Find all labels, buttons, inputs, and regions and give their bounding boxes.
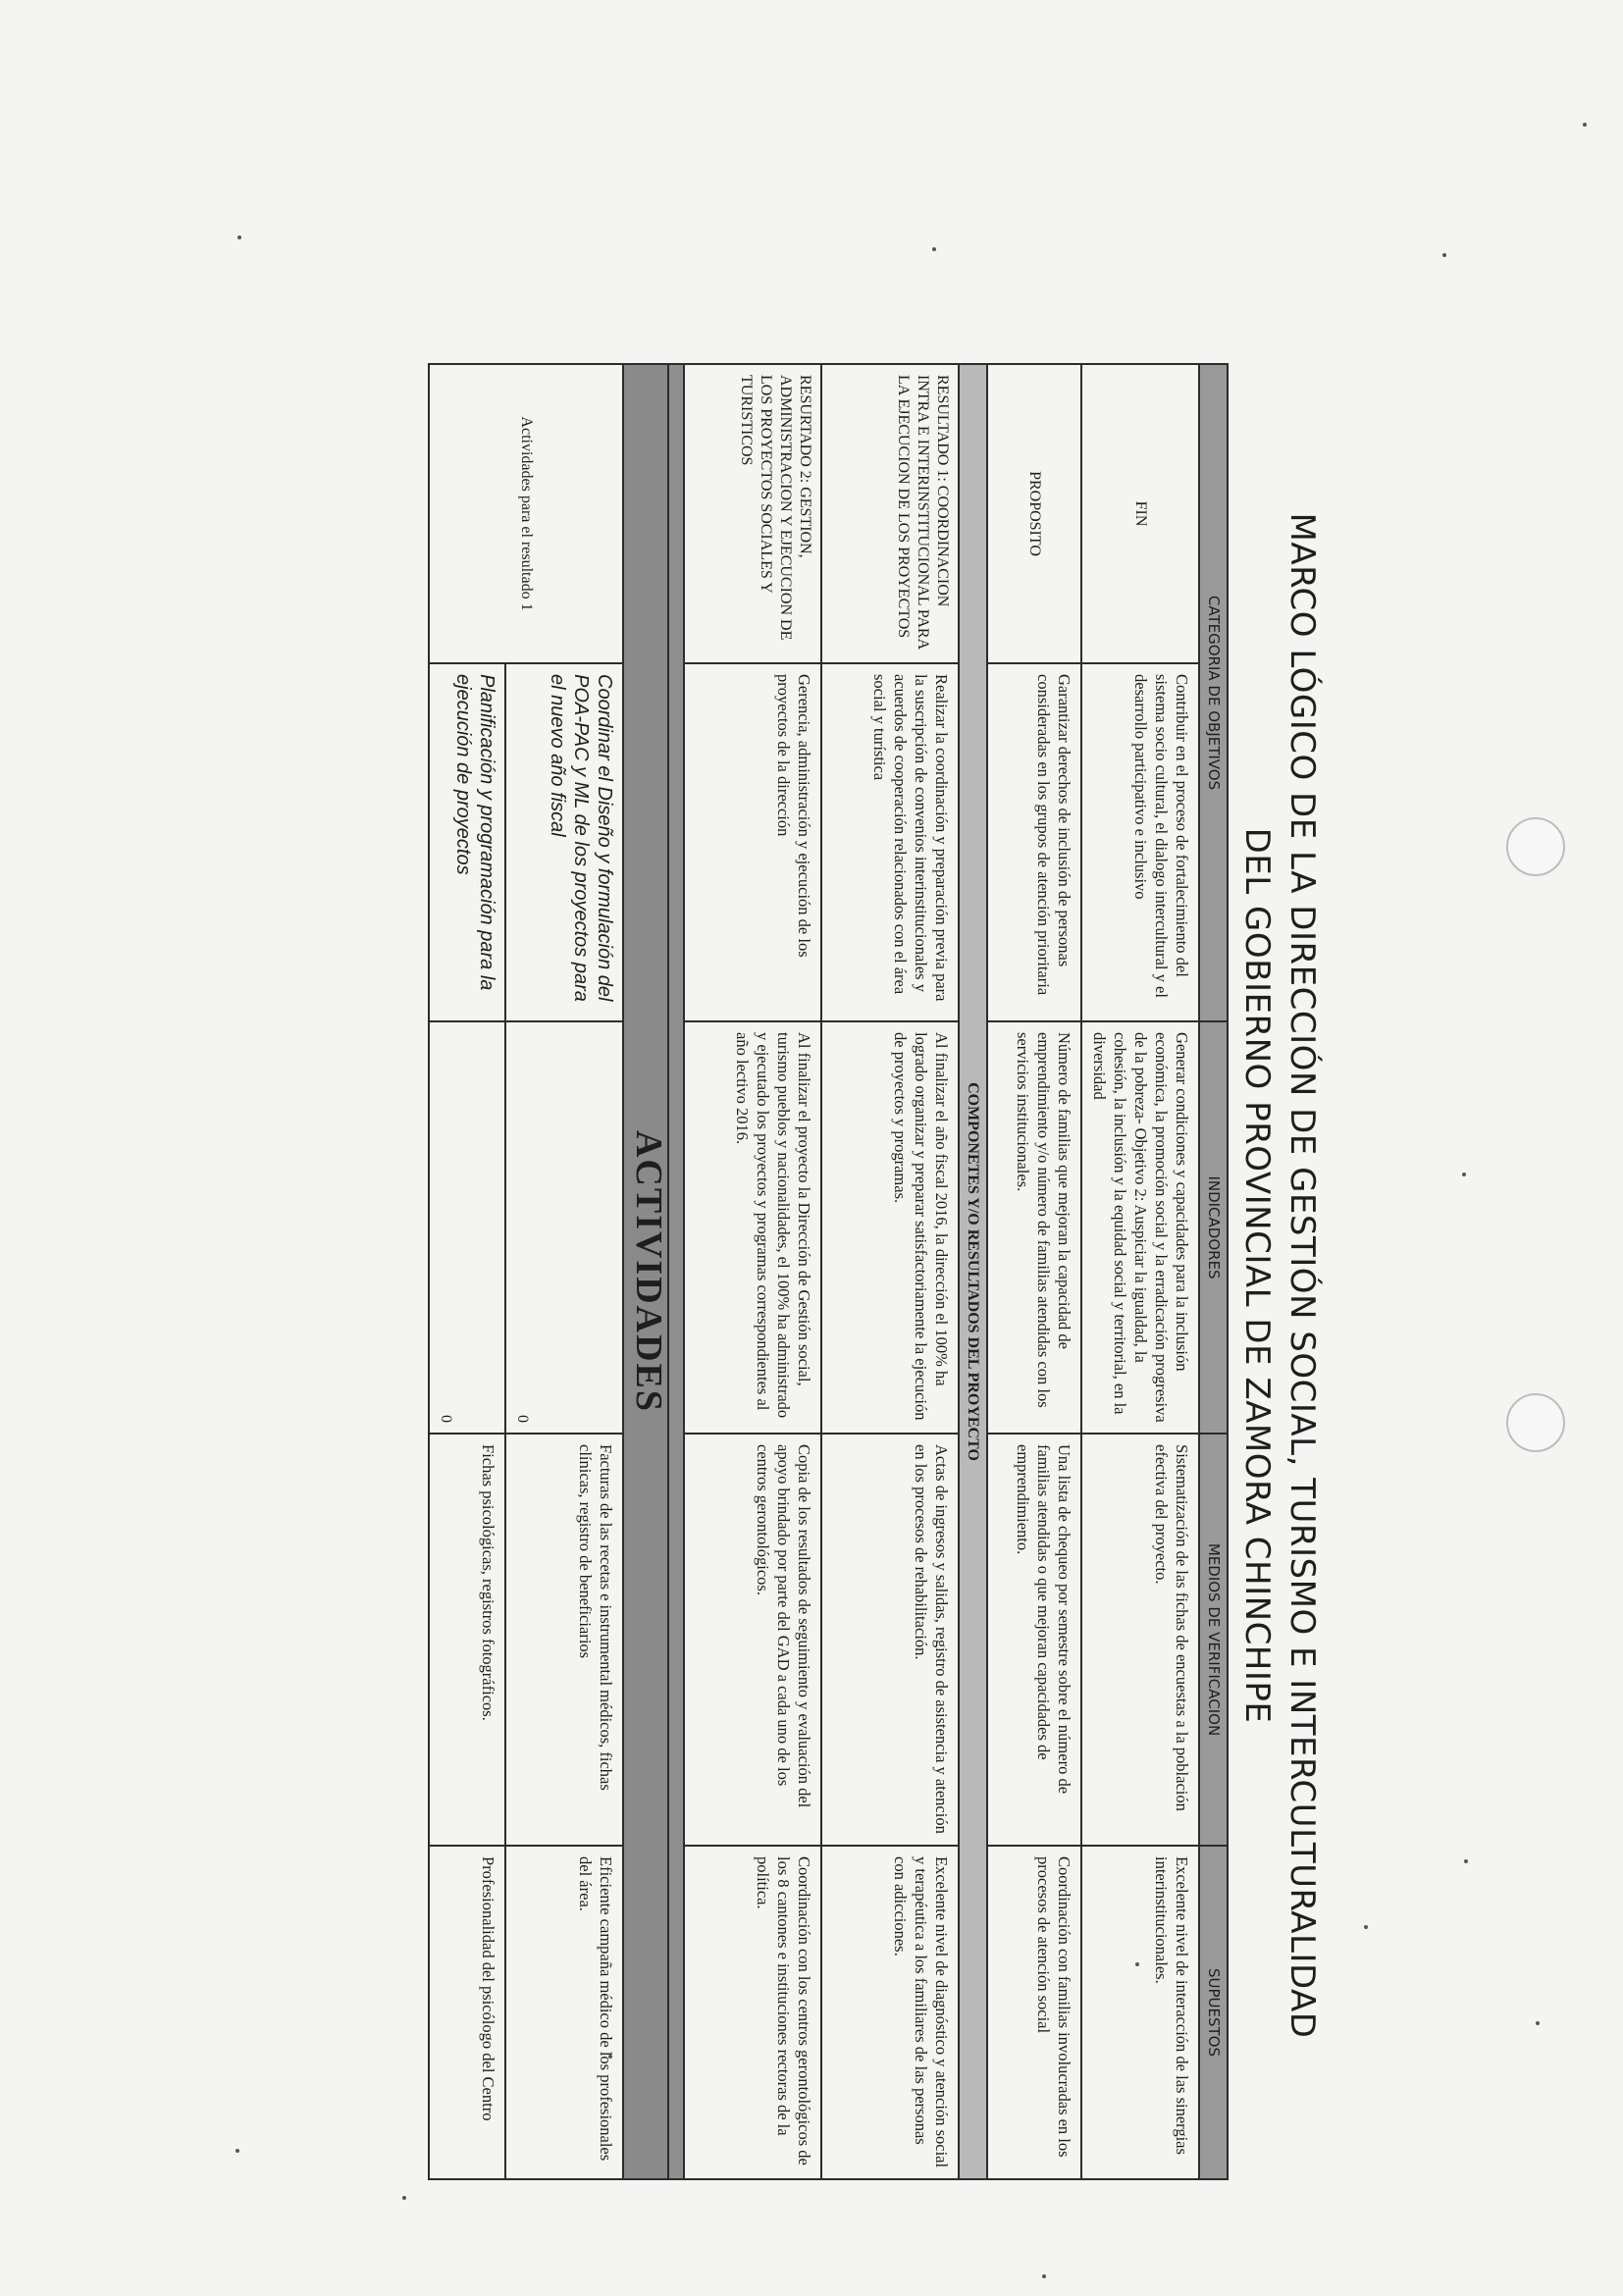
scan-speck bbox=[1583, 123, 1587, 127]
title-line-1: MARCO LÓGICO DE LA DIRECCIÓN DE GESTIÓN SOCIAL, TURISMO E INTERCULTURALIDAD bbox=[1283, 512, 1322, 2039]
scan-speck bbox=[1364, 1925, 1368, 1929]
fin-supuesto: Excelente nivel de interacción de las sinergias interinstitucionales. bbox=[1081, 1846, 1199, 2179]
scan-speck bbox=[237, 235, 241, 239]
resultado-1-label: RESULTADO 1: COORDINACION INTRA E INTERINSTITUCIONAL PARA LA EJECUCION DE LOS PROYECTOS bbox=[821, 364, 959, 663]
punch-hole bbox=[1506, 817, 1565, 876]
header-indicadores: INDICADORES bbox=[1199, 1021, 1228, 1434]
actividad-2-valor: 0 bbox=[429, 1021, 505, 1434]
proposito-label: PROPOSITO bbox=[987, 364, 1081, 663]
header-categoria: CATEGORIA DE OBJETIVOS bbox=[1199, 364, 1228, 1021]
resultado-2-label: RESURTADO 2: GESTION, ADMINISTRACION Y EJECUCION DE LOS PROYECTOS SOCIALES Y TURISTICOS bbox=[684, 364, 821, 663]
scan-speck bbox=[402, 2196, 406, 2200]
resultado-2-row bbox=[684, 364, 821, 2179]
logical-framework-table bbox=[428, 363, 1229, 2180]
header-row bbox=[1199, 364, 1228, 2179]
resultado-2-indicador: Al finalizar el proyecto la Dirección de Gestión social, turismo pueblos y nacionalidades, el 100% ha administrado y ejecutado los proyectos y programas correspondientes al año lectivo 2016. bbox=[684, 1021, 821, 1434]
actividades-group-label: Actividades para el resultado 1 bbox=[429, 364, 623, 663]
resultado-1-indicador: Al finalizar el año fiscal 2016, la dirección el 100% ha logrado organizar y preparar satisfactoriamente la ejecución de proyectos y programas. bbox=[821, 1021, 959, 1434]
resultado-2-objetivo: Gerencia, administración y ejecución de los proyectos de la dirección bbox=[684, 663, 821, 1021]
resultado-1-medio: Actas de ingresos y salidas, registro de asistencia y atención en los procesos de rehabilitación. bbox=[821, 1434, 959, 1846]
scan-speck bbox=[1464, 1859, 1468, 1863]
actividad-2-text: Planificación y programación para la ejecución de proyectos bbox=[429, 663, 505, 1021]
document-title bbox=[1234, 363, 1325, 2188]
actividades-band bbox=[623, 364, 668, 2179]
actividad-1-row bbox=[505, 364, 623, 2179]
document-page bbox=[245, 363, 1325, 2188]
componentes-row bbox=[959, 364, 987, 2179]
separator-band bbox=[668, 364, 684, 2179]
fin-indicador: Generar condiciones y capacidades para la inclusión económica, la promoción social y la erradicación progresiva de la pobreza- Objetivo 2: Auspiciar la igualdad, la cohesión, la inclusión y la equidad social y territorial, en la diversidad bbox=[1081, 1021, 1199, 1434]
resultado-2-supuesto: Coordinación con los centros gerontológicos de los 8 cantones e instituciones rectoras de la política. bbox=[684, 1846, 821, 2179]
fin-medio: Sistematización de las fichas de encuestas a la población efectiva del proyecto. bbox=[1081, 1434, 1199, 1846]
header-medios: MEDIOS DE VERIFICACION bbox=[1199, 1434, 1228, 1846]
proposito-indicador: Número de familias que mejoran la capacidad de emprendimiento y/o número de familias atendidas con los servicios institucionales. bbox=[987, 1021, 1081, 1434]
componentes-title: COMPONETES Y/O RESULTADOS DEL PROYECTO bbox=[959, 364, 987, 2179]
actividades-title: ACTIVIDADES bbox=[628, 1129, 670, 1414]
actividad-1-medio: Facturas de las recetas e instrumental médicos, fichas clínicas, registro de beneficiarios bbox=[505, 1434, 623, 1846]
scan-speck bbox=[1462, 1173, 1466, 1176]
scan-speck bbox=[1536, 2021, 1540, 2025]
resultado-1-supuesto: Excelente nivel de diagnóstico y atención social y terapéutica a los familiares de las personas con adicciones. bbox=[821, 1846, 959, 2179]
actividad-1-text: Coordinar el Diseño y formulación del POA-PAC y ML de los proyectos para el nuevo año fiscal bbox=[505, 663, 623, 1021]
actividad-2-medio: Fichas psicológicas, registros fotográficos. bbox=[429, 1434, 505, 1846]
proposito-medio: Una lista de chequeo por semestre sobre el número de familias atendidas o que mejoran capacidades de emprendimiento. bbox=[987, 1434, 1081, 1846]
resultado-1-row bbox=[821, 364, 959, 2179]
actividad-1-supuesto: Eficiente campaña médico de los profesionales del área. bbox=[505, 1846, 623, 2179]
fin-row bbox=[1081, 364, 1199, 2179]
scan-speck bbox=[1442, 253, 1446, 257]
resultado-2-medio: Copia de los resultados de seguimiento y evaluación del apoyo brindado por parte del GAD a cada uno de los centros gerontológicos. bbox=[684, 1434, 821, 1846]
proposito-objetivo: Garantizar derechos de inclusión de personas consideradas en los grupos de atención prioritaria bbox=[987, 663, 1081, 1021]
resultado-1-objetivo: Realizar la coordinación y preparación previa para la suscripción de convenios interinstitucionales y acuerdos de cooperación relacionados con el área social y turística bbox=[821, 663, 959, 1021]
title-line-2: DEL GOBIERNO PROVINCIAL DE ZAMORA CHINCHIPE bbox=[1237, 827, 1277, 1724]
actividad-1-valor: 0 bbox=[505, 1021, 623, 1434]
scan-speck bbox=[1042, 2274, 1046, 2278]
scan-speck bbox=[236, 2149, 239, 2153]
fin-objetivo: Contribuir en el proceso de fortalecimiento del sistema socio cultural, el dialogo intercultural y el desarrollo participativo e inclusivo bbox=[1081, 663, 1199, 1021]
actividad-2-supuesto: Profesionalidad del psicólogo del Centro bbox=[429, 1846, 505, 2179]
proposito-row bbox=[987, 364, 1081, 2179]
header-supuestos: SUPUESTOS bbox=[1199, 1846, 1228, 2179]
scan-speck bbox=[932, 247, 936, 251]
punch-hole bbox=[1506, 1393, 1565, 1452]
fin-label: FIN bbox=[1081, 364, 1199, 663]
proposito-supuesto: Coordinación con familias involucradas en los procesos de atención social bbox=[987, 1846, 1081, 2179]
